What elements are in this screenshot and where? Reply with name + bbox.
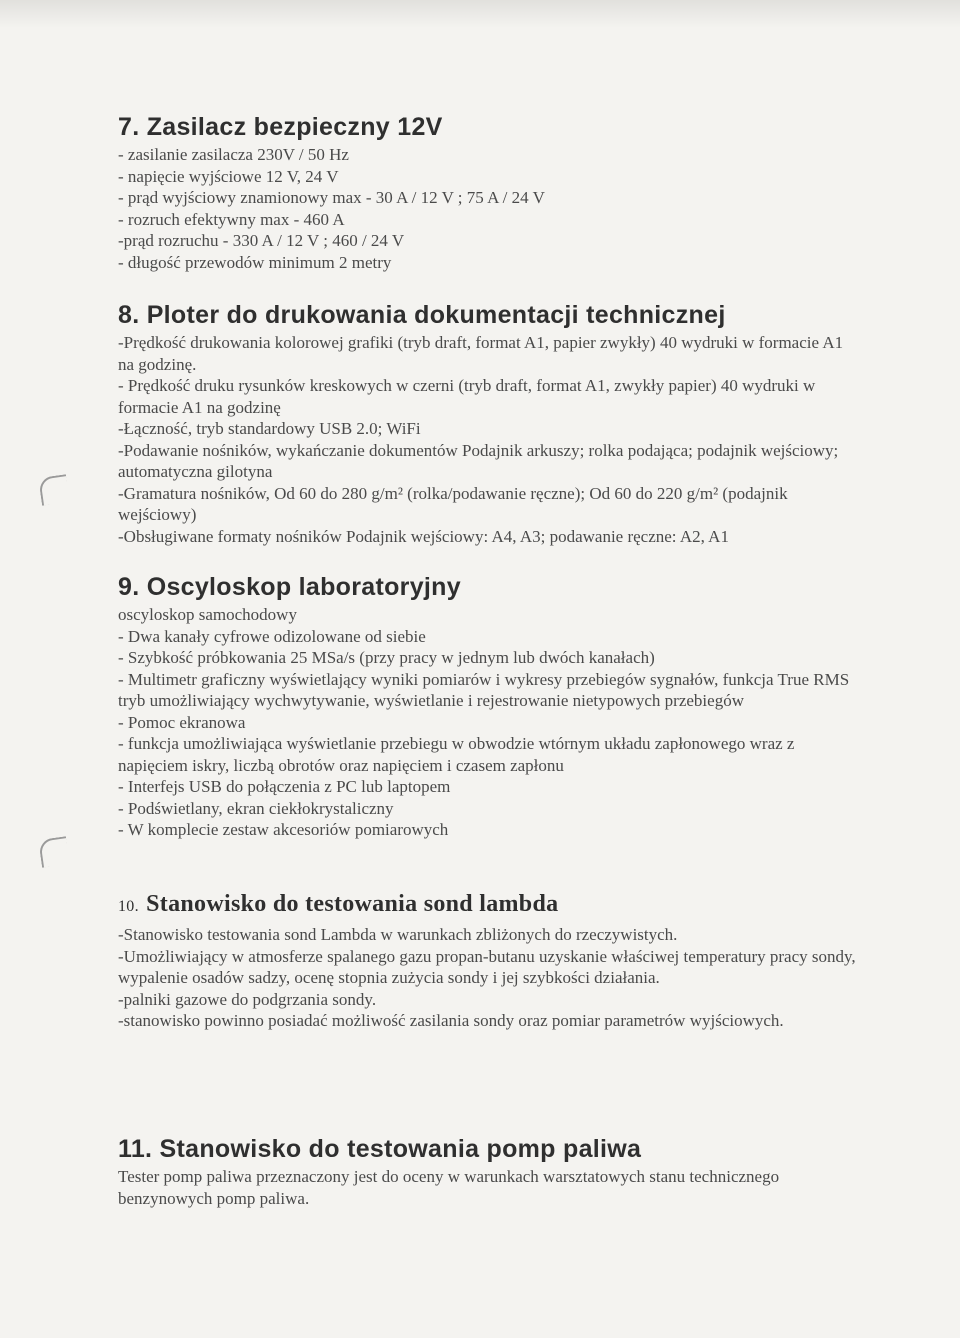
section-ploter	[118, 300, 858, 547]
section-oscyloskop	[118, 572, 858, 841]
list-item: - Dwa kanały cyfrowe odizolowane od siebie	[118, 626, 426, 646]
punch-hole-mark	[38, 474, 70, 506]
section-sondy-lambda	[118, 888, 858, 1032]
list-item: - W komplecie zestaw akcesoriów pomiarowych	[118, 820, 449, 839]
list-item: - Interfejs USB do połączenia z PC lub laptopem	[118, 777, 451, 796]
punch-hole-mark	[38, 836, 70, 868]
list-item: - prąd wyjściowy znamionowy max - 30 A / 12 V ; 75 A / 24 V	[118, 188, 545, 207]
section-title: 8. Ploter do drukowania dokumentacji technicznej	[118, 301, 726, 329]
list-item: - napięcie wyjściowe 12 V, 24 V	[118, 166, 339, 186]
list-item: - Prędkość druku rysunków kreskowych w czerni (tryb draft, format A1, zwykły papier) 40 wydruki w formacie A1 na godzinę	[118, 376, 816, 417]
list-item: -stanowisko powinno posiadać możliwość zasilania sondy oraz pomiar parametrów wyjściowych.	[118, 1011, 784, 1030]
list-item: -Gramatura nośników, Od 60 do 280 g/m² (rolka/podawanie ręczne); Od 60 do 220 g/m² (podajnik wejściowy)	[118, 483, 788, 524]
section-title-text: Stanowisko do testowania sond lambda	[146, 891, 559, 917]
list-item: tryb umożliwiający wychwytywanie, wyświetlanie i rejestrowanie nietypowych przebiegów	[118, 691, 744, 710]
list-item: -Podawanie nośników, wykańczanie dokumentów Podajnik arkuszy; rolka podająca; podajnik wejściowy; automatyczna gilotyna	[118, 440, 839, 481]
list-item: -Stanowisko testowania sond Lambda w warunkach zbliżonych do rzeczywistych.	[118, 925, 678, 944]
section-title: 9. Oscyloskop laboratoryjny	[118, 573, 461, 601]
list-item: - Pomoc ekranowa	[118, 712, 246, 732]
list-item: -Łączność, tryb standardowy USB 2.0; WiFi	[118, 419, 421, 438]
section-title	[118, 888, 858, 922]
section-pompy-paliwa	[118, 1134, 858, 1209]
list-item: - zasilanie zasilacza 230V / 50 Hz	[118, 145, 349, 164]
section-title: 11. Stanowisko do testowania pomp paliwa	[118, 1135, 642, 1163]
section-number: 10.	[118, 898, 139, 915]
list-item: -prąd rozruchu - 330 A / 12 V ; 460 / 24 V	[118, 231, 405, 250]
list-item: -Obsługiwane formaty nośników Podajnik wejściowy: A4, A3; podawanie ręczne: A2, A1	[118, 526, 729, 546]
list-item: oscyloskop samochodowy	[118, 605, 297, 624]
list-item: Tester pomp paliwa przeznaczony jest do oceny w warunkach warsztatowych stanu technicznego benzynowych pomp paliwa.	[118, 1167, 780, 1208]
list-item: -palniki gazowe do podgrzania sondy.	[118, 989, 377, 1009]
list-item: -Prędkość drukowania kolorowej grafiki (tryb draft, format A1, papier zwykły) 40 wydruki w formacie A1 na godzinę.	[118, 333, 844, 374]
list-item: -Umożliwiający w atmosferze spalanego gazu propan-butanu uzyskanie właściwej temperatury pracy sondy, wypalenie osadów sadzy, ocenę stopnia zużycia sondy i jej szybkości działania.	[118, 946, 856, 987]
list-item: - Multimetr graficzny wyświetlający wyniki pomiarów i wykresy przebiegów sygnałów, funkcja True RMS	[118, 669, 850, 689]
section-zasilacz	[118, 112, 858, 273]
scan-edge-shadow	[0, 0, 960, 28]
list-item: - funkcja umożliwiająca wyświetlanie przebiegu w obwodzie wtórnym układu zapłonowego wraz z napięciem iskry, liczbą obrotów oraz napięciem i czasem zapłonu	[118, 734, 795, 775]
list-item: - długość przewodów minimum 2 metry	[118, 252, 392, 272]
section-title: 7. Zasilacz bezpieczny 12V	[118, 113, 443, 141]
list-item: - Szybkość próbkowania 25 MSa/s (przy pracy w jednym lub dwóch kanałach)	[118, 648, 655, 667]
list-item: - Podświetlany, ekran ciekłokrystaliczny	[118, 798, 394, 818]
list-item: - rozruch efektywny max - 460 A	[118, 209, 345, 229]
